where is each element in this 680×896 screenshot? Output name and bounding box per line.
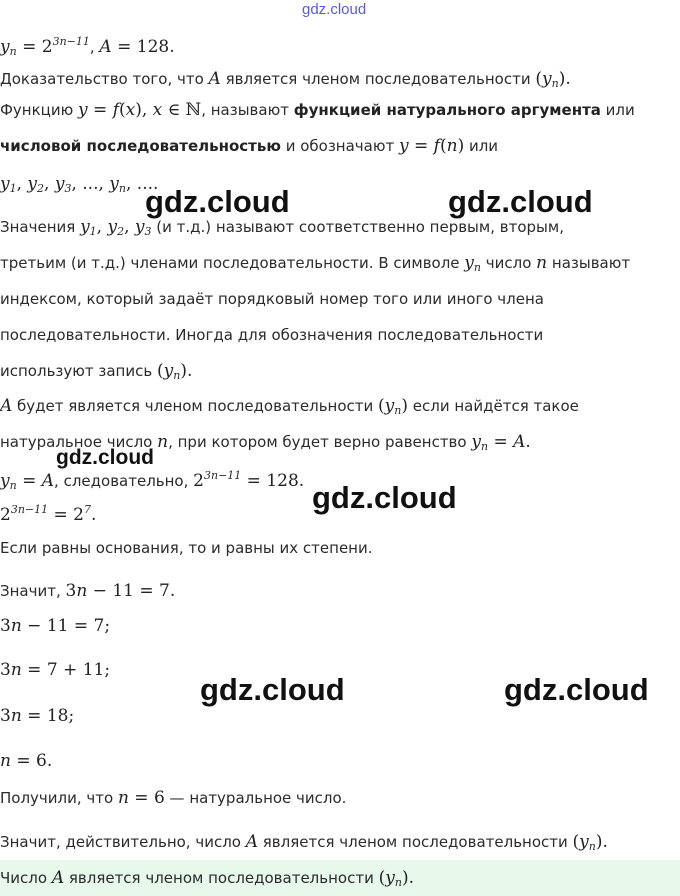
condition-line-2: натуральное число n, при котором будет верно равенство $y_n = A$. bbox=[0, 432, 531, 453]
conclusion-line: Значит, действительно, число A является членом последовательности $(y_n)$. bbox=[0, 832, 608, 853]
answer-line: Число A является членом последовательности $(y_n)$. bbox=[0, 868, 414, 889]
watermark-1: gdz.cloud bbox=[145, 184, 290, 219]
given-formula: $y_n = 2^{3n-11}$, A = 128. bbox=[0, 35, 175, 58]
terms-line-2: третьим (и т.д.) членами последовательности. В символе $y_n$ число n называют bbox=[0, 253, 631, 274]
terms-line-4: последовательности. Иногда для обозначения последовательности bbox=[0, 326, 544, 344]
definition-line-2: числовой последовательностью и обозначают y = f(n) или bbox=[0, 136, 499, 156]
watermark-4: gdz.cloud bbox=[312, 480, 457, 515]
sequence-notation: $y_1$, $y_2$, $y_3$, ..., $y_n$, .... bbox=[0, 174, 159, 195]
equation-line-5: 3n = 7 + 11; bbox=[0, 660, 111, 680]
definition-line-1: Функцию y = f(x), x ∈ ℕ, называют функцией натурального аргумента или bbox=[0, 100, 635, 120]
terms-line-3: индексом, который задаёт порядковый номер того или иного члена bbox=[0, 290, 544, 308]
condition-line-1: A будет является членом последовательности $(y_n)$ если найдётся такое bbox=[0, 396, 579, 417]
equation-line-6: 3n = 18; bbox=[0, 706, 75, 726]
watermark-6: gdz.cloud bbox=[504, 672, 649, 707]
watermark-2: gdz.cloud bbox=[448, 184, 593, 219]
terms-line-5: используют запись $(y_n)$. bbox=[0, 361, 193, 382]
natural-number-statement: Получили, что n = 6 — натуральное число. bbox=[0, 788, 347, 808]
bases-equal-statement: Если равны основания, то и равны их степени. bbox=[0, 539, 373, 557]
equation-line-3: Значит, 3n − 11 = 7. bbox=[0, 581, 176, 601]
equation-line-4: 3n − 11 = 7; bbox=[0, 616, 111, 636]
equation-line-2: $2^{3n-11} = 2^7$. bbox=[0, 503, 97, 525]
equation-line-7: n = 6. bbox=[0, 751, 53, 771]
proof-heading: Доказательство того, что A является членом последовательности $(y_n)$. bbox=[0, 69, 571, 90]
watermark-3: gdz.cloud bbox=[56, 446, 154, 469]
terms-line-1: Значения $y_1$, $y_2$, $y_3$ (и т.д.) называют соответственно первым, вторым, bbox=[0, 217, 564, 238]
watermark-top: gdz.cloud bbox=[302, 1, 367, 18]
equation-line-1: $y_n = A$, следовательно, $2^{3n-11} = 128$. bbox=[0, 469, 305, 492]
watermark-5: gdz.cloud bbox=[200, 672, 345, 707]
